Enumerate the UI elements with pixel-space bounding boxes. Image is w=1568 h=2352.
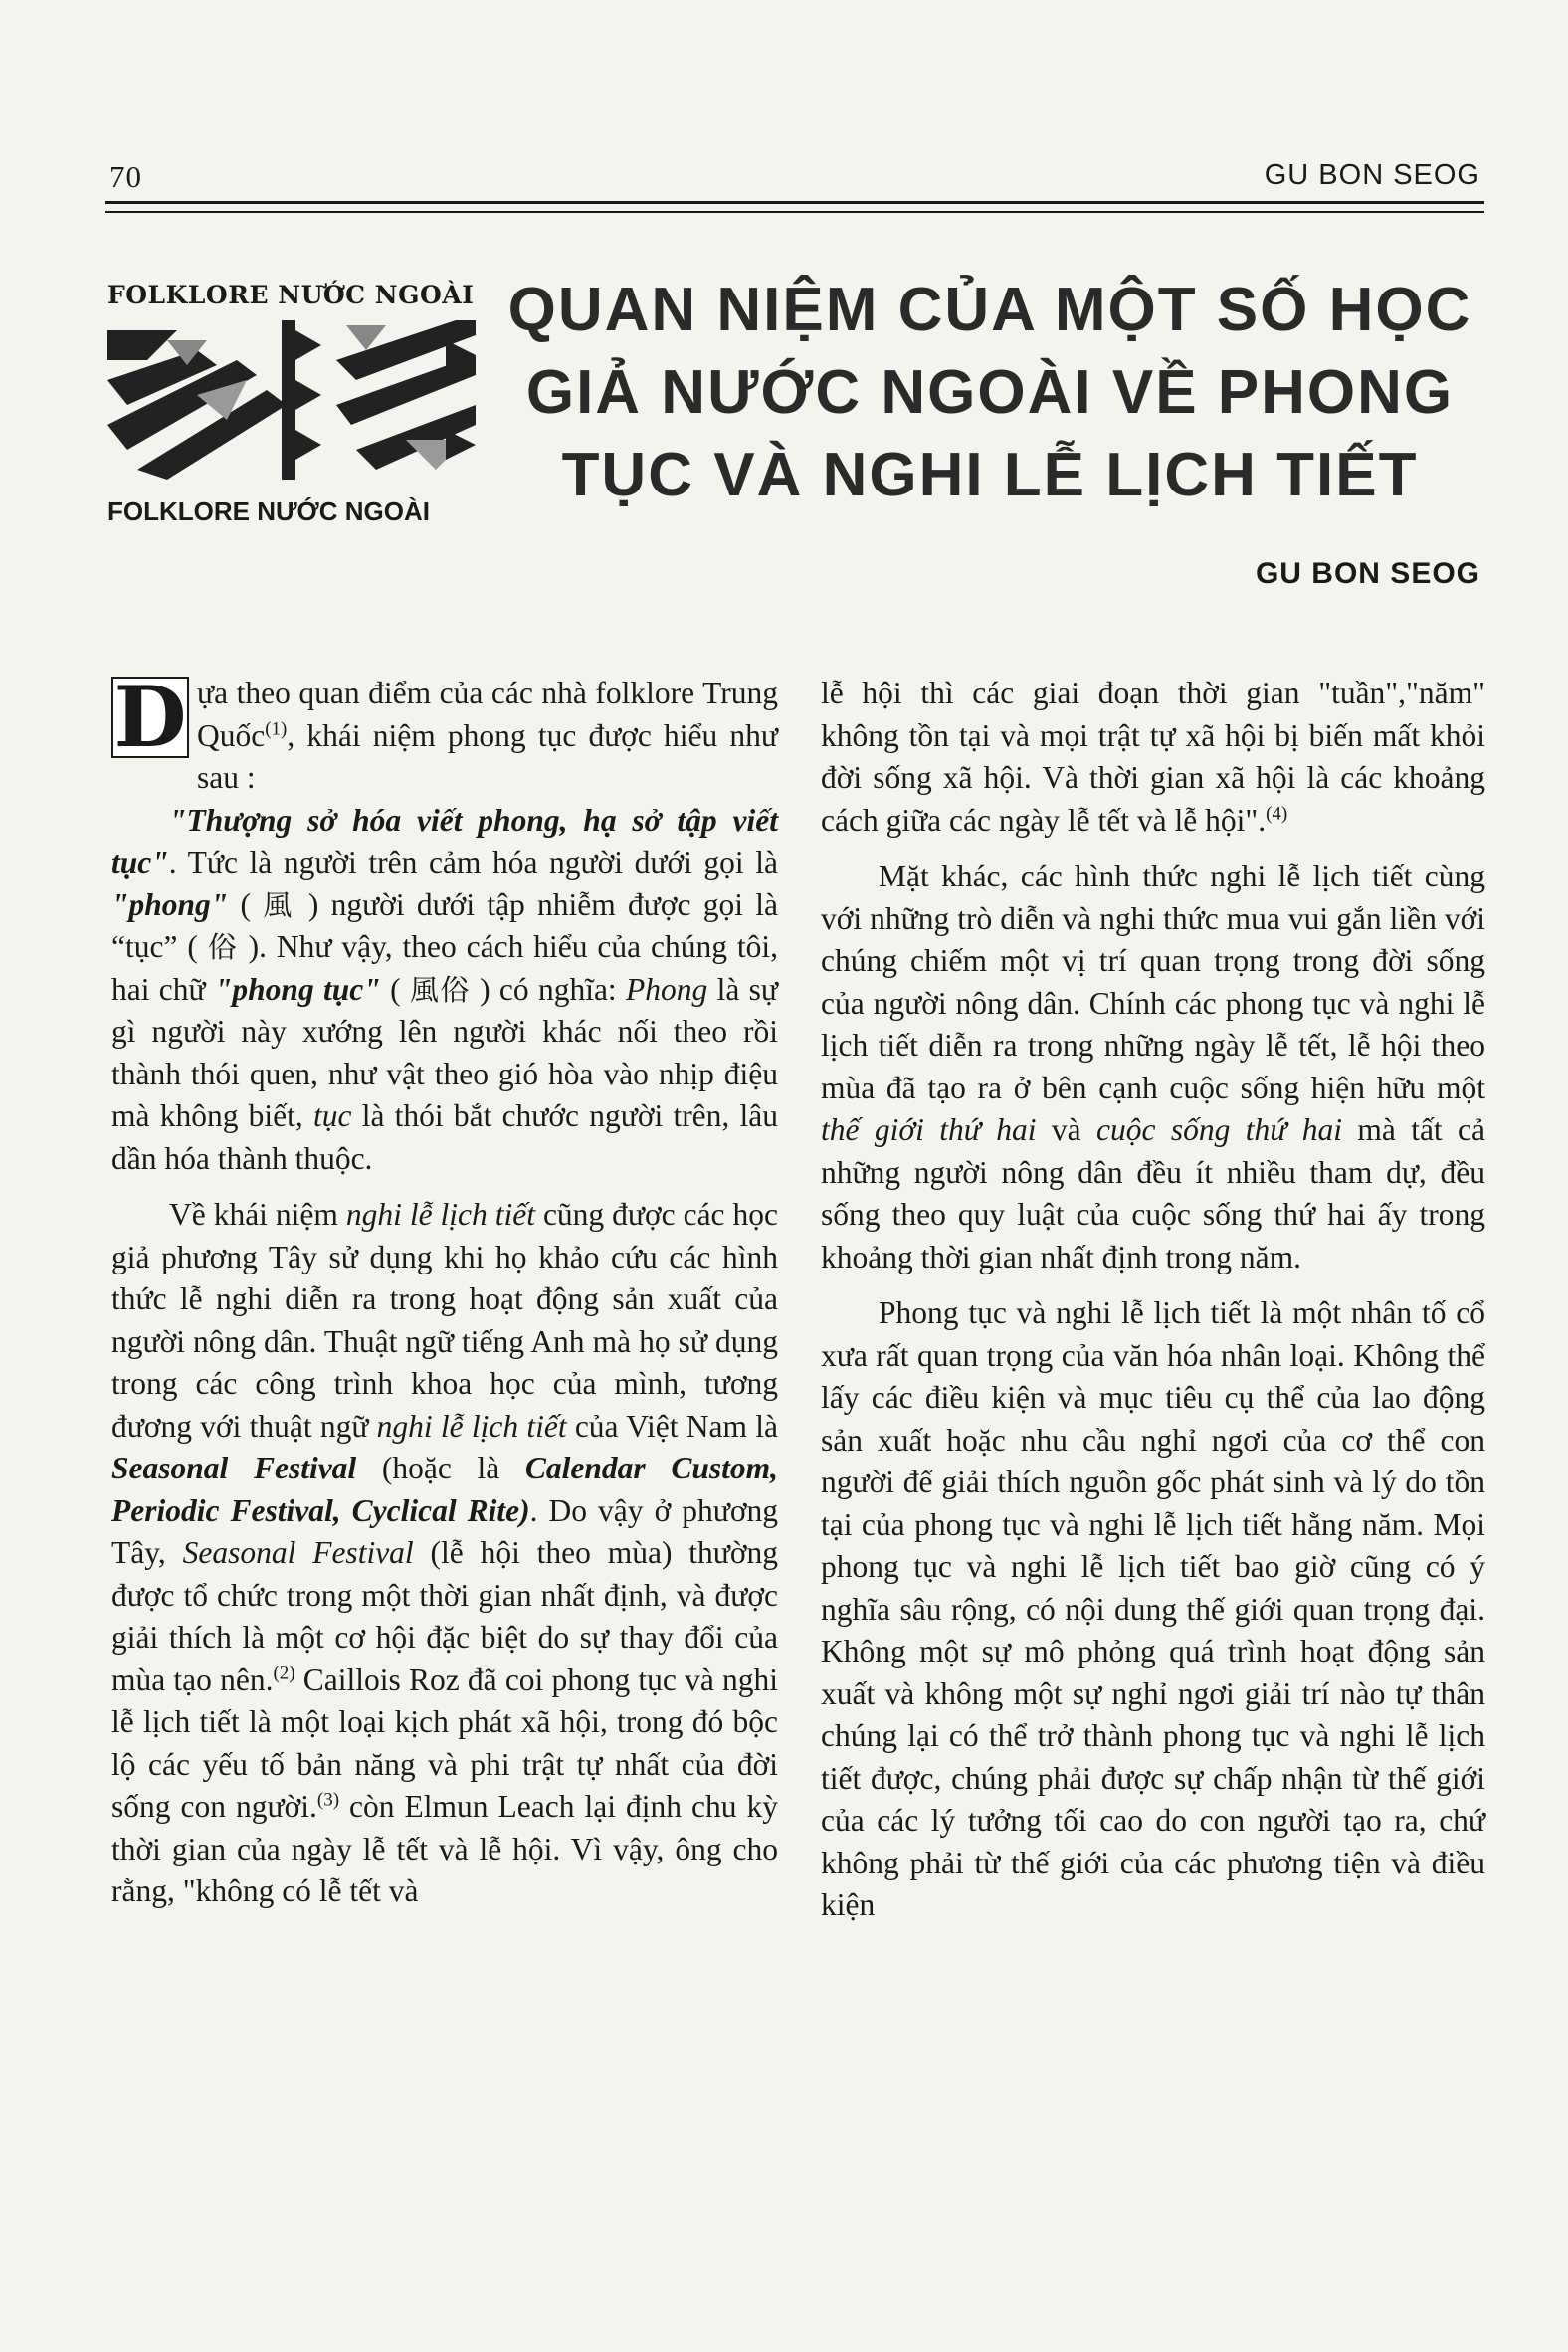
paragraph (111, 1194, 778, 1913)
term: cuộc sống thứ hai (1096, 1112, 1342, 1147)
text: . Tức là người trên cảm hóa người dưới gọi là (168, 845, 778, 880)
text: Phong tục và nghi lễ lịch tiết là một nhân tố cổ xưa rất quan trọng của văn hóa nhân loại. Không thể lấy các điều kiện và mục tiêu cụ thể của lao động sản xuất hoặc nhu cầu nghỉ ngơi của cơ thể con người để giải thích nguồn gốc phát sinh và lý do tồn tại của phong tục và nghi lễ lịch tiết hằng năm. Mọi phong tục và nghi lễ lịch tiết bao giờ cũng có ý nghĩa sâu rộng, có nội dung thế giới quan trọng đại. Không một sự mô phỏng quá trình hoạt động sản xuất và không một sự nghỉ ngơi giải trí nào tự thân chúng lại có thể trở thành phong tục và nghi lễ lịch tiết được, chúng phải được sự chấp nhận từ thế giới của các lý tưởng tối cao do con người tạo ra, chứ không phải từ thế giới của các phương tiện và điều kiện (821, 1295, 1485, 1922)
article-title (497, 269, 1482, 516)
text: lễ hội thì các giai đoạn thời gian "tuần","năm" không tồn tại và mọi trật tự xã hội bị biến mất khỏi đời sống xã hội. Và thời gian xã hội là các khoảng cách giữa các ngày lễ tết và lễ hội". (821, 676, 1485, 838)
term: "phong" (111, 886, 229, 922)
paragraph (821, 1292, 1485, 1927)
term: tục (313, 1098, 352, 1133)
text: còn Elmun Leach lại định chu kỳ thời gian của ngày lễ tết và lễ hội. Vì vậy, ông cho rằng, "không có lễ tết và (111, 1789, 778, 1908)
text: ( (380, 971, 410, 1007)
text: mà tất cả những người nông dân đều ít nhiều tham dự, đều sống theo quy luật của cuộc sống thứ hai ấy trong khoảng thời gian nhất định trong năm. (821, 1112, 1486, 1274)
text: cũng được các học giả phương Tây sử dụng khi họ khảo cứu các hình thức lễ nghi diễn ra trong hoạt động sản xuất của người nông dân. Thuật ngữ tiếng Anh mà họ sử dụng trong các công trình khoa học của mình, tương đương với thuật ngữ (111, 1197, 778, 1444)
drop-cap: D (111, 677, 189, 758)
term: nghi lễ lịch tiết (345, 1197, 535, 1232)
paragraph (111, 668, 778, 800)
title-line: TỤC VÀ NGHI LỄ LỊCH TIẾT (561, 441, 1419, 509)
rubric-label-bottom: FOLKLORE NƯỚC NGOÀI (107, 496, 430, 526)
running-head: GU BON SEOG (1264, 159, 1480, 191)
footnote-ref: (4) (1266, 803, 1288, 824)
text: là sự gì người này xướng lên người khác nối theo rồi thành thói quen, như vật theo gió hòa vào nhịp điệu mà không biết, (111, 971, 778, 1133)
section-rubric (107, 281, 486, 527)
term: Phong (626, 971, 708, 1007)
left-column (111, 668, 779, 1913)
text: là thói bắt chước người trên, lâu dần hóa thành thuộc. (111, 1098, 778, 1176)
text: và (1036, 1112, 1097, 1147)
term: nghi lễ lịch tiết (376, 1408, 567, 1444)
term: "phong tục" (214, 971, 381, 1007)
text: ( (228, 886, 264, 922)
text: ) người dưới tập nhiễm được gọi là “tục” ( (111, 886, 778, 964)
footnote-ref: (3) (316, 1789, 340, 1811)
text: , khái niệm phong tục được hiểu như sau : (197, 717, 778, 795)
term: Seasonal Festival (111, 1451, 357, 1485)
chinese-character: 風俗 (409, 972, 471, 1007)
title-line: QUAN NIỆM CỦA MỘT SỐ HỌC (507, 276, 1472, 344)
term: thế giới thứ hai (821, 1112, 1037, 1147)
title-line: GIẢ NƯỚC NGOÀI VỀ PHONG (525, 358, 1455, 427)
text: Về khái niệm (169, 1197, 346, 1232)
chinese-character: 俗 (207, 930, 239, 964)
chinese-character: 風 (263, 887, 296, 922)
page-number: 70 (109, 159, 142, 194)
text: (lễ hội theo mùa) thường được tổ chức trong một thời gian nhất định, và được giải thích là một cơ hội đặc biệt do sự thay đổi của mùa tạo nên. (111, 1535, 778, 1697)
header-rule-thick (105, 201, 1484, 204)
paragraph (821, 673, 1485, 842)
right-column (821, 673, 1485, 1927)
text: ựa theo quan điểm của các nhà folklore Trung Quốc (197, 676, 778, 753)
paragraph (821, 856, 1485, 1278)
header-rule-thin (105, 211, 1484, 213)
footnote-ref: (1) (265, 718, 288, 739)
footnote-ref: (2) (273, 1663, 295, 1683)
term: Seasonal Festival (182, 1535, 414, 1570)
text: (hoặc là (356, 1451, 525, 1485)
text: . Do vậy ở phương Tây, (111, 1492, 778, 1570)
term: Calendar Custom, Periodic Festival, Cyclical Rite) (111, 1451, 778, 1528)
text: của Việt Nam là (566, 1408, 778, 1444)
paragraph (111, 800, 778, 1181)
rubric-label-top: FOLKLORE NƯỚC NGOÀI (107, 281, 475, 309)
quote: "Thượng sở hóa viết phong, hạ sở tập viết tục" (111, 802, 778, 880)
text: Caillois Roz đã coi phong tục và nghi lễ lịch tiết là một loại kịch phát xã hội, trong đó bộc lộ các yếu tố bản năng và phi trật tự nhất của đời sống con người. (111, 1662, 779, 1824)
text: ). Như vậy, theo cách hiểu của chúng tôi, hai chữ (111, 929, 778, 1007)
rubric-ornament-icon (107, 320, 476, 480)
article-author: GU BON SEOG (1255, 557, 1480, 590)
text: ) có nghĩa: (470, 971, 627, 1007)
text: Mặt khác, các hình thức nghi lễ lịch tiết cùng với những trò diễn và nghi thức mua vui gắn liền với chúng chiếm một vị trí quan trọng trong đời sống của người nông dân. Chính các phong tục và nghi lễ lịch tiết diễn ra trong những ngày lễ tết, lễ hội theo mùa đã tạo ra ở bên cạnh cuộc sống hiện hữu một (821, 859, 1485, 1105)
